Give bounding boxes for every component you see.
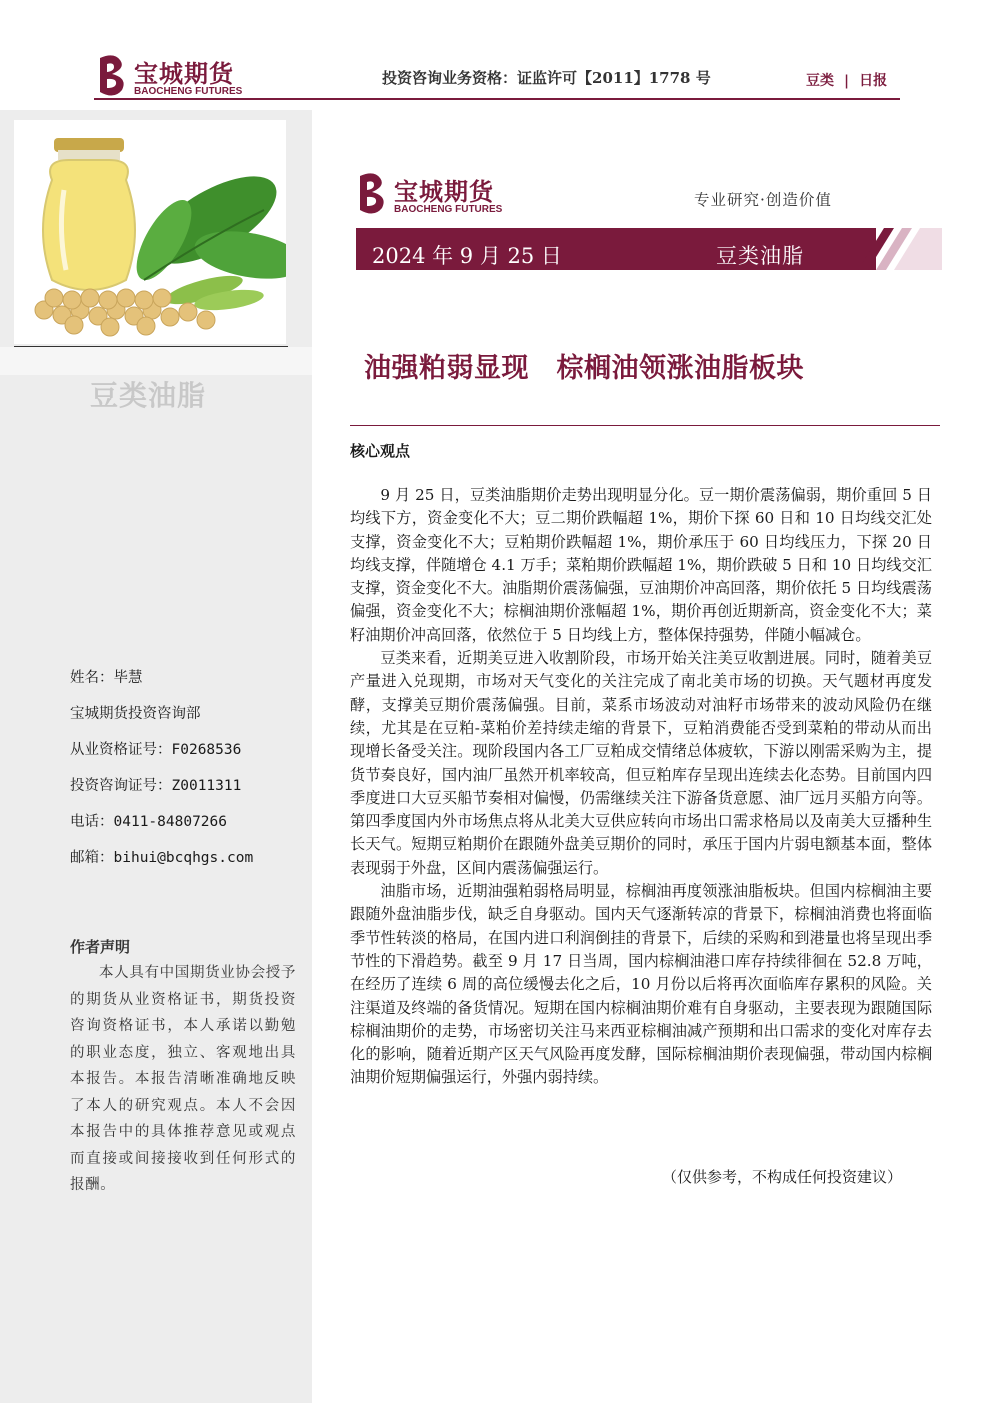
author-name: 姓名：毕慧 [70, 670, 143, 686]
header-logo [96, 52, 256, 100]
statement-body: 本人具有中国期货业协会授予的期货从业资格证书，期货投资咨询资格证书，本人承诺以勤勉的职业态度，独立、客观地出具本报告。本报告清晰准确地反映了本人的研究观点。本人不会因本报告中的具体推荐意见或观点而直接或间接接收到任何形式的报酬。 [70, 965, 296, 1193]
band-category: 豆类油脂 [716, 244, 804, 268]
main-logo-cn: 宝城期货 [394, 178, 494, 206]
main-logo-en: BAOCHENG FUTURES [394, 204, 503, 215]
statement-title: 作者声明 [70, 938, 131, 956]
header-separator: | [844, 73, 850, 89]
main-logo [356, 170, 526, 216]
article-body [350, 484, 932, 1090]
headline: 油强粕弱显现 棕榈油领涨油脂板块 [364, 353, 804, 384]
report-date: 2024 年 9 月 25 日 [372, 244, 562, 268]
cover-photo [14, 120, 286, 344]
header-divider [94, 98, 900, 100]
header-logo-cn: 宝城期货 [134, 60, 234, 88]
header-logo-en: BAOCHENG FUTURES [134, 86, 243, 97]
headline-divider [350, 425, 940, 426]
photo-caption-strip [0, 347, 312, 375]
disclaimer: （仅供参考，不构成任何投资建议） [662, 1168, 903, 1186]
core-title: 核心观点 [350, 442, 411, 460]
sidebar-category: 豆类油脂 [90, 379, 207, 412]
article-paragraph: 油脂市场，近期油强粕弱格局明显，棕榈油再度领涨油脂板块。但国内棕榈油主要跟随外盘油脂步伐，缺乏自身驱动。国内天气逐渐转凉的背景下，棕榈油消费也将面临季节性转淡的格局，在国内进口利润倒挂的背景下，后续的采购和到港量也将呈现出季节性的下滑趋势。截至 9 月 17 日当周，国内棕榈油港口库存持续徘徊在 52.8 万吨，在经历了连续 6 周的高位缓慢去化之后，10 月份以后将再次面临库存累积的风险。关注渠道及终端的备货情况。短期在国内棕榈油期价难有自身驱动，主要表现为跟随国际棕榈油期价的走势，市场密切关注马来西亚棕榈油减产预期和出口需求的变化对库存去化的影响，随着近期产区天气风险再度发酵，国际棕榈油期价表现偏强，带动国内棕榈油期价短期偏强运行，外强内弱持续。 [350, 882, 932, 1087]
header-report-type [806, 70, 887, 90]
qualification-text: 投资咨询业务资格：证监许可【2011】1778 号 [382, 69, 711, 87]
article-paragraph: 9 月 25 日，豆类油脂期价走势出现明显分化。豆一期价震荡偏弱，期价重回 5 日均线下方，资金变化不大；豆二期价跌幅超 1%，期价下探 60 日和 10 日均线交汇处支撑，资金变化不大；豆粕期价跌幅超 1%，期价承压于 60 日均线压力，下探 20 日均线支撑，伴随增仓 4.1 万手；菜粕期价跌幅超 1%，期价跌破 5 日和 10 日均线交汇支撑，资金变化不大。油脂期价震荡偏强，豆油期价冲高回落，期价依托 5 日均线震荡偏强，资金变化不大；棕榈油期价涨幅超 1%，期价再创近期新高，资金变化不大；菜籽油期价冲高回落，依然位于 5 日均线上方，整体保持强势，伴随小幅减仓。 [350, 486, 932, 644]
baocheng-logo-icon [356, 170, 390, 216]
band-stripes-decoration [850, 228, 942, 270]
article-paragraph: 豆类来看，近期美豆进入收割阶段，市场开始关注美豆收割进展。同时，随着美豆产量进入兑现期，市场对天气变化的关注完成了南北美市场的切换。天气题材再度发酵，支撑美豆期价震荡偏强。目前，菜系市场波动对油籽市场带来的波动风险仍在继续，尤其是在豆粕-菜粕价差持续走缩的背景下，豆粕消费能否受到菜粕的带动从而出现增长备受关注。现阶段国内各工厂豆粕成交情绪总体疲软，下游以刚需采购为主，提货节奏良好，国内油厂虽然开机率较高，但豆粕库存呈现出连续去化态势。目前国内四季度进口大豆买船节奏相对偏慢，仍需继续关注下游备货意愿、油厂远月买船方向等。第四季度国内外市场焦点将从北美大豆供应转向市场出口需求格局以及南美大豆播种生长天气。短期豆粕期价在跟随外盘美豆期价的同时，承压于国内片弱电额基本面，整体表现弱于外盘，区间内震荡偏强运行。 [350, 649, 932, 877]
author-phone: 电话：0411-84807266 [70, 814, 227, 830]
author-department: 宝城期货投资咨询部 [70, 706, 201, 722]
author-consult-license: 投资咨询证号：Z0011311 [70, 778, 242, 794]
author-license: 从业资格证号：F0268536 [70, 742, 242, 758]
oil-jar-soybean-illustration [14, 120, 286, 344]
baocheng-logo-icon [96, 52, 130, 98]
header-category: 豆类 [806, 73, 834, 89]
slogan: 专业研究·创造价值 [694, 191, 832, 209]
author-email: 邮箱：bihui@bcqhgs.com [70, 850, 254, 866]
header-report-kind: 日报 [859, 73, 888, 89]
